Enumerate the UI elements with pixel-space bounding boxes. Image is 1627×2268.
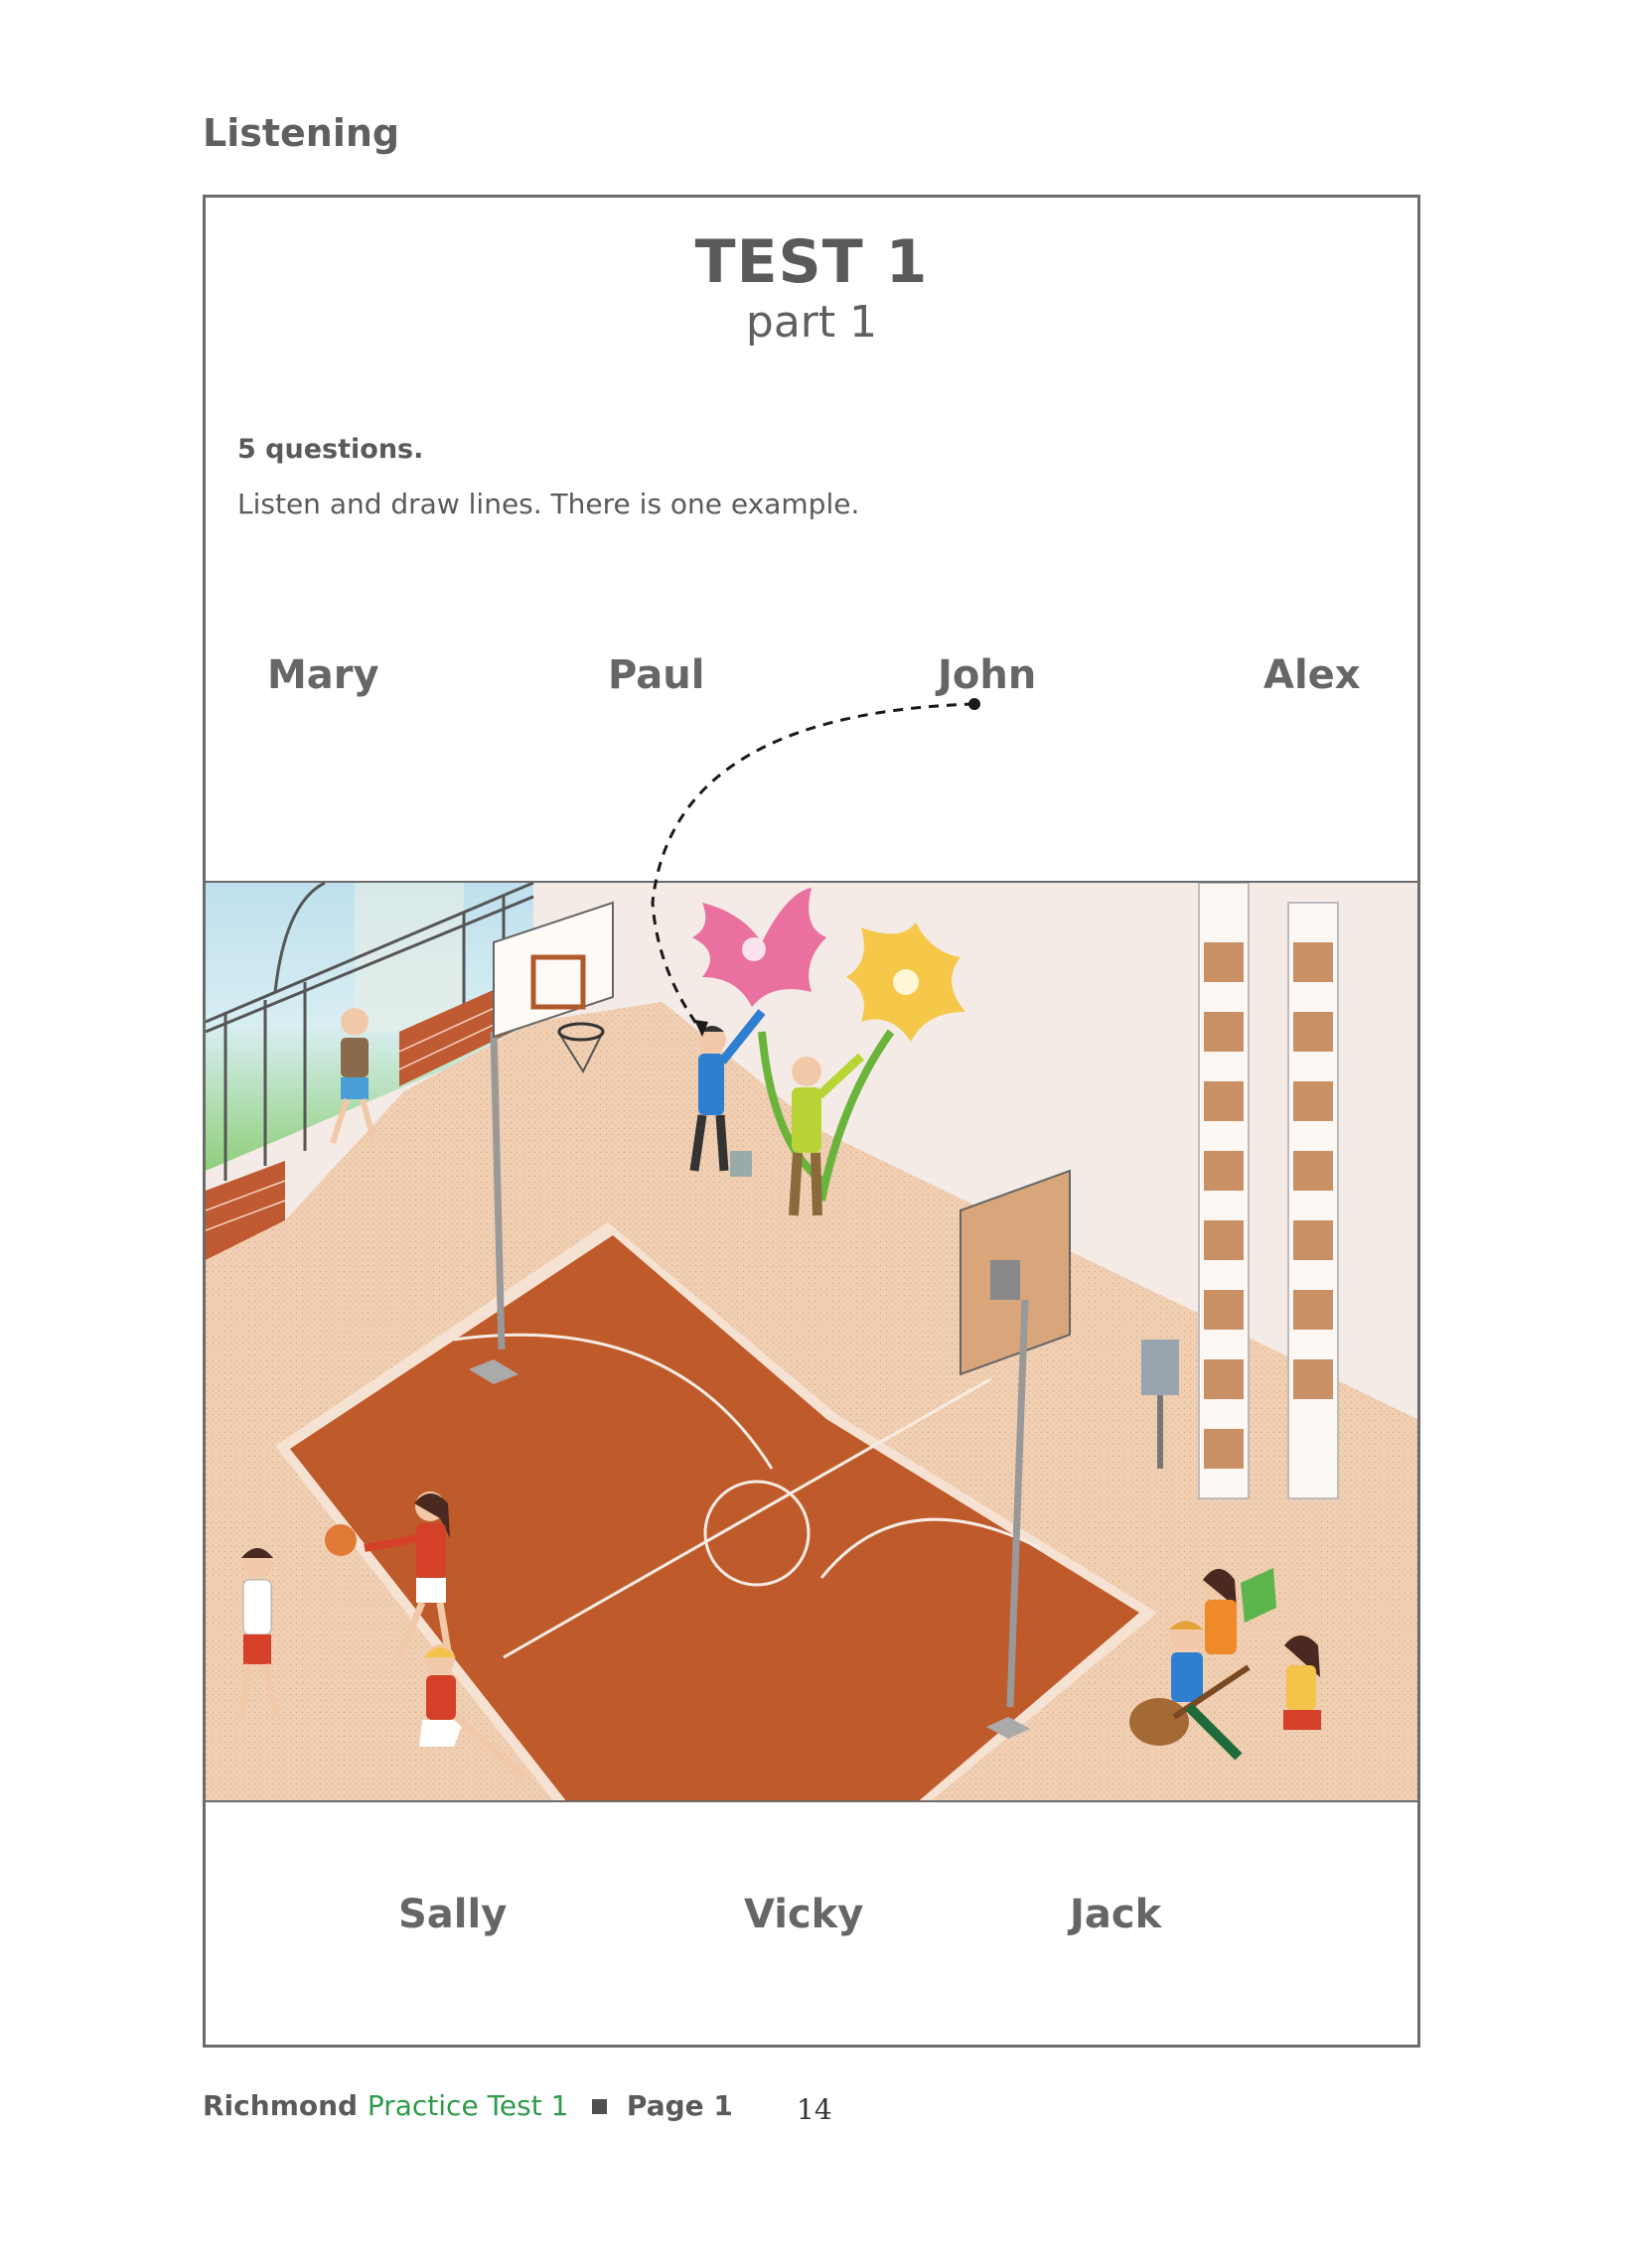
name-sally[interactable]: Sally xyxy=(398,1892,508,1937)
name-alex[interactable]: Alex xyxy=(1263,652,1361,698)
test-title: TEST 1 xyxy=(694,227,929,297)
footer-product: Practice Test 1 xyxy=(367,2089,569,2122)
scene-illustration xyxy=(206,881,1417,1802)
name-john[interactable]: John xyxy=(938,652,1037,698)
test-subtitle: part 1 xyxy=(745,297,878,348)
paint-bucket xyxy=(730,1151,752,1177)
footer xyxy=(203,2089,733,2122)
footer-page-label: Page 1 xyxy=(626,2089,733,2122)
page-number: 14 xyxy=(797,2093,832,2126)
square-bullet-icon xyxy=(592,2099,607,2114)
name-paul[interactable]: Paul xyxy=(608,652,705,698)
test-frame xyxy=(203,195,1420,2048)
girl-eating xyxy=(1283,1632,1321,1730)
name-jack[interactable]: Jack xyxy=(1070,1892,1162,1937)
section-title: Listening xyxy=(203,111,400,155)
basketball xyxy=(325,1524,357,1556)
playground-illustration xyxy=(206,883,1417,1800)
footer-brand: Richmond xyxy=(203,2089,359,2122)
question-count: 5 questions. xyxy=(237,434,424,465)
question-instruction: Listen and draw lines. There is one example. xyxy=(237,488,860,520)
trash-bin xyxy=(1141,1340,1179,1395)
name-vicky[interactable]: Vicky xyxy=(744,1892,864,1937)
name-mary[interactable]: Mary xyxy=(267,652,379,698)
